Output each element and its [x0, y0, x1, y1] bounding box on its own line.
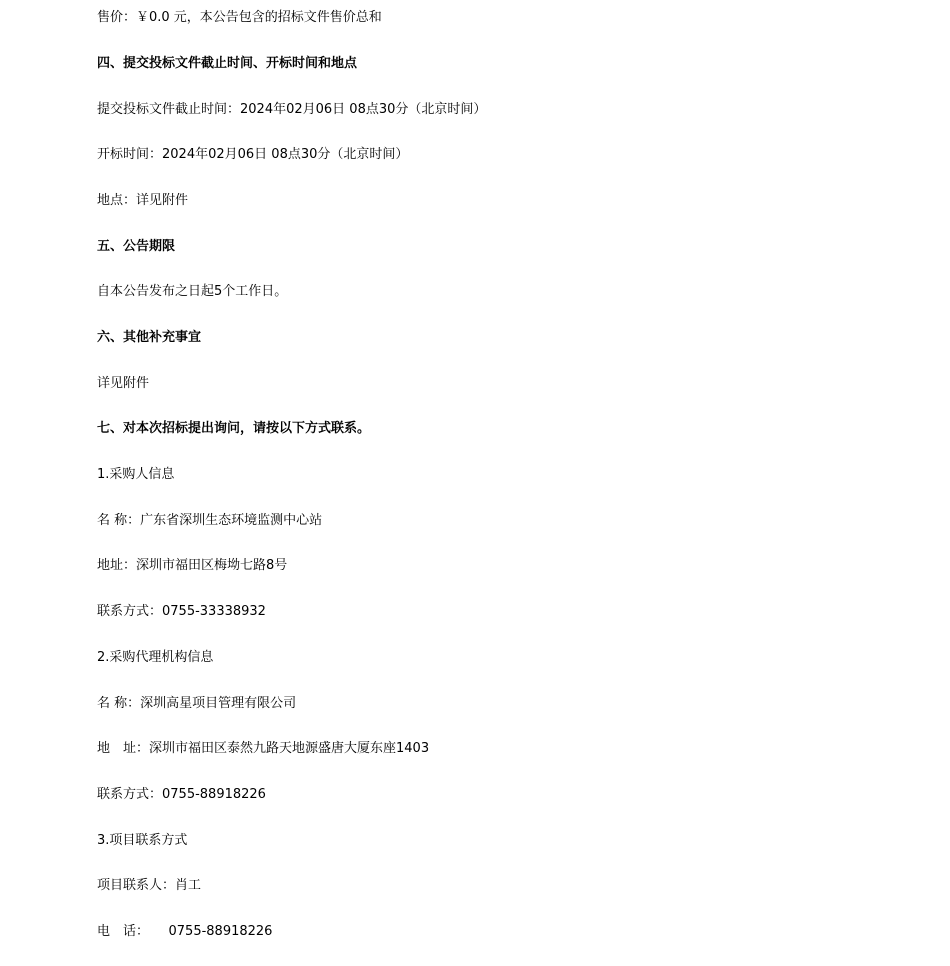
notice-period-line: 自本公告发布之日起5个工作日。 [97, 284, 288, 299]
purchaser-phone-line: 联系方式：0755-33338932 [97, 604, 266, 619]
location-line: 地点：详见附件 [97, 193, 189, 208]
purchaser-info-heading: 1.采购人信息 [97, 467, 175, 482]
project-contact-person-line: 项目联系人：肖工 [97, 878, 202, 893]
section-heading-deadline: 四、提交投标文件截止时间、开标时间和地点 [97, 56, 358, 71]
project-contact-heading: 3.项目联系方式 [97, 833, 188, 848]
purchaser-address-line: 地址：深圳市福田区梅坳七路8号 [97, 558, 288, 573]
project-phone-line: 电 话： 0755-88918226 [97, 924, 273, 939]
section-heading-supplementary: 六、其他补充事宜 [97, 330, 202, 345]
price-line: 售价：￥0.0 元，本公告包含的招标文件售价总和 [97, 10, 382, 25]
agency-info-heading: 2.采购代理机构信息 [97, 650, 214, 665]
section-heading-contact: 七、对本次招标提出询问，请按以下方式联系。 [97, 421, 371, 436]
supplementary-line: 详见附件 [97, 376, 150, 391]
submission-deadline-line: 提交投标文件截止时间：2024年02月06日 08点30分（北京时间） [97, 102, 487, 117]
agency-address-line: 地 址：深圳市福田区泰然九路天地源盛唐大厦东座1403 [97, 741, 430, 756]
section-heading-notice-period: 五、公告期限 [97, 239, 176, 254]
purchaser-name-line: 名 称：广东省深圳生态环境监测中心站 [97, 513, 323, 528]
agency-name-line: 名 称：深圳高星项目管理有限公司 [97, 696, 297, 711]
agency-phone-line: 联系方式：0755-88918226 [97, 787, 266, 802]
opening-time-line: 开标时间：2024年02月06日 08点30分（北京时间） [97, 147, 409, 162]
